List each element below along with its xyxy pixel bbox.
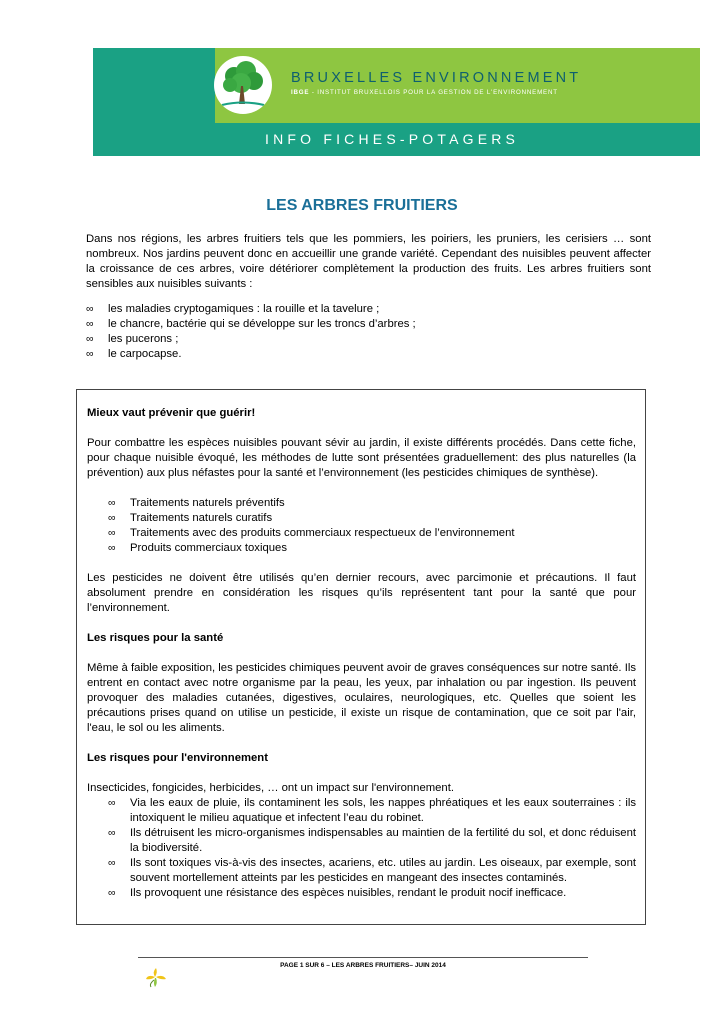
treatments-list <box>108 496 636 556</box>
list-item: ∞ les pucerons ; <box>86 333 179 345</box>
org-sub-text: - INSTITUT BRUXELLOIS POUR LA GESTION DE L'ENVIRONNEMENT <box>309 89 558 96</box>
header-banner <box>93 48 700 156</box>
list-item: ∞ les maladies cryptogamiques : la rouille et la tavelure ; <box>86 303 380 315</box>
banner-left-strip <box>93 48 215 123</box>
environment-intro: Insecticides, fongicides, herbicides, … ont un impact sur l'environnement. <box>87 782 454 794</box>
health-paragraph: Même à faible exposition, les pesticides chimiques peuvent avoir de graves conséquences sur notre santé. Ils entrent en contact avec notre organisme par la peau, les yeux, par inhalation ou par ingestion. Ils peuvent provoquer des maladies cutanées, digestives, oculaires, neurologiques, etc. Quelles que soient les précautions prises quand on utilise un pesticide, il existe un risque de contamination, que ce soit par l'air, l'eau, le sol ou les aliments. <box>87 662 636 734</box>
tree-logo-icon <box>214 56 272 114</box>
infinity-bullet-icon: ∞ <box>86 348 94 360</box>
iris-logo-icon <box>143 964 169 990</box>
infinity-bullet-icon: ∞ <box>108 827 116 839</box>
infinity-bullet-icon: ∞ <box>108 497 116 509</box>
list-item: ∞ le carpocapse. <box>86 348 182 360</box>
box-heading: Mieux vaut prévenir que guérir! <box>87 407 256 419</box>
infinity-bullet-icon: ∞ <box>108 797 116 809</box>
list-item: ∞ Traitements naturels curatifs <box>108 512 273 524</box>
intro-paragraph: Dans nos régions, les arbres fruitiers tels que les pommiers, les poiriers, les pruniers, les cerisiers … sont nombreux. Nos jardins peuvent donc en accueillir une grande variété. Cependant des nuisibles peuvent affecter la croissance de ces arbres, voire détériorer complètement la production des fruits. Les arbres fruitiers sont sensibles aux nuisibles suivants : <box>86 233 651 290</box>
footer-divider <box>138 957 588 958</box>
list-item: ∞ le chancre, bactérie qui se développe sur les troncs d’arbres ; <box>86 318 416 330</box>
health-heading: Les risques pour la santé <box>87 632 224 644</box>
pests-list <box>86 302 648 362</box>
list-item: ∞ Ils sont toxiques vis-à-vis des insectes, acariens, etc. utiles au jardin. Les oiseaux, par exemple, sont souvent mortellement atteints par les pesticides en mangeant des insectes contaminés. <box>108 857 636 884</box>
org-subtitle <box>291 89 558 96</box>
environment-risks-list <box>108 796 636 901</box>
list-item: ∞ Produits commerciaux toxiques <box>108 542 287 554</box>
org-name: BRUXELLES ENVIRONNEMENT <box>291 70 582 86</box>
environment-heading: Les risques pour l'environnement <box>87 752 268 764</box>
info-box <box>76 389 646 925</box>
footer-page-label: PAGE 1 SUR 6 – LES ARBRES FRUITIERS– JUIN 2014 <box>280 962 446 969</box>
infinity-bullet-icon: ∞ <box>86 318 94 330</box>
list-item: ∞ Traitements naturels préventifs <box>108 497 285 509</box>
infinity-bullet-icon: ∞ <box>108 512 116 524</box>
list-item: ∞ Via les eaux de pluie, ils contaminent les sols, les nappes phréatiques et les eaux souterraines : ils intoxiquent le milieu aquatique et infectent l’eau du robinet. <box>108 797 636 824</box>
list-item: ∞ Ils détruisent les micro-organismes indispensables au maintien de la fertilité du sol, et donc réduisent la biodiversité. <box>108 827 636 854</box>
org-sub-acronym: IBGE <box>291 89 310 96</box>
box-paragraph-intro: Pour combattre les espèces nuisibles pouvant sévir au jardin, il existe différents procédés. Dans cette fiche, pour chaque nuisible évoqué, les méthodes de lutte sont présentées graduellement: des plus naturelles (la prévention) aux plus néfastes pour la santé et l’environnement (les pesticides chimiques de synthèse). <box>87 437 636 479</box>
series-title: INFO FICHES-POTAGERS <box>265 131 520 147</box>
infinity-bullet-icon: ∞ <box>108 857 116 869</box>
info-box-content <box>87 406 636 901</box>
infinity-bullet-icon: ∞ <box>86 333 94 345</box>
infinity-bullet-icon: ∞ <box>108 542 116 554</box>
list-item: ∞ Ils provoquent une résistance des espèces nuisibles, rendant le produit nocif inefficace. <box>108 887 567 899</box>
list-item: ∞ Traitements avec des produits commerciaux respectueux de l’environnement <box>108 527 515 539</box>
infinity-bullet-icon: ∞ <box>108 527 116 539</box>
infinity-bullet-icon: ∞ <box>108 887 116 899</box>
box-paragraph-pesticides: Les pesticides ne doivent être utilisés qu’en dernier recours, avec parcimonie et précautions. Il faut absolument prendre en considération les risques qu’ils représentent tant pour la santé que pour l’environnement. <box>87 572 636 614</box>
page-title: LES ARBRES FRUITIERS <box>266 197 458 214</box>
infinity-bullet-icon: ∞ <box>86 303 94 315</box>
